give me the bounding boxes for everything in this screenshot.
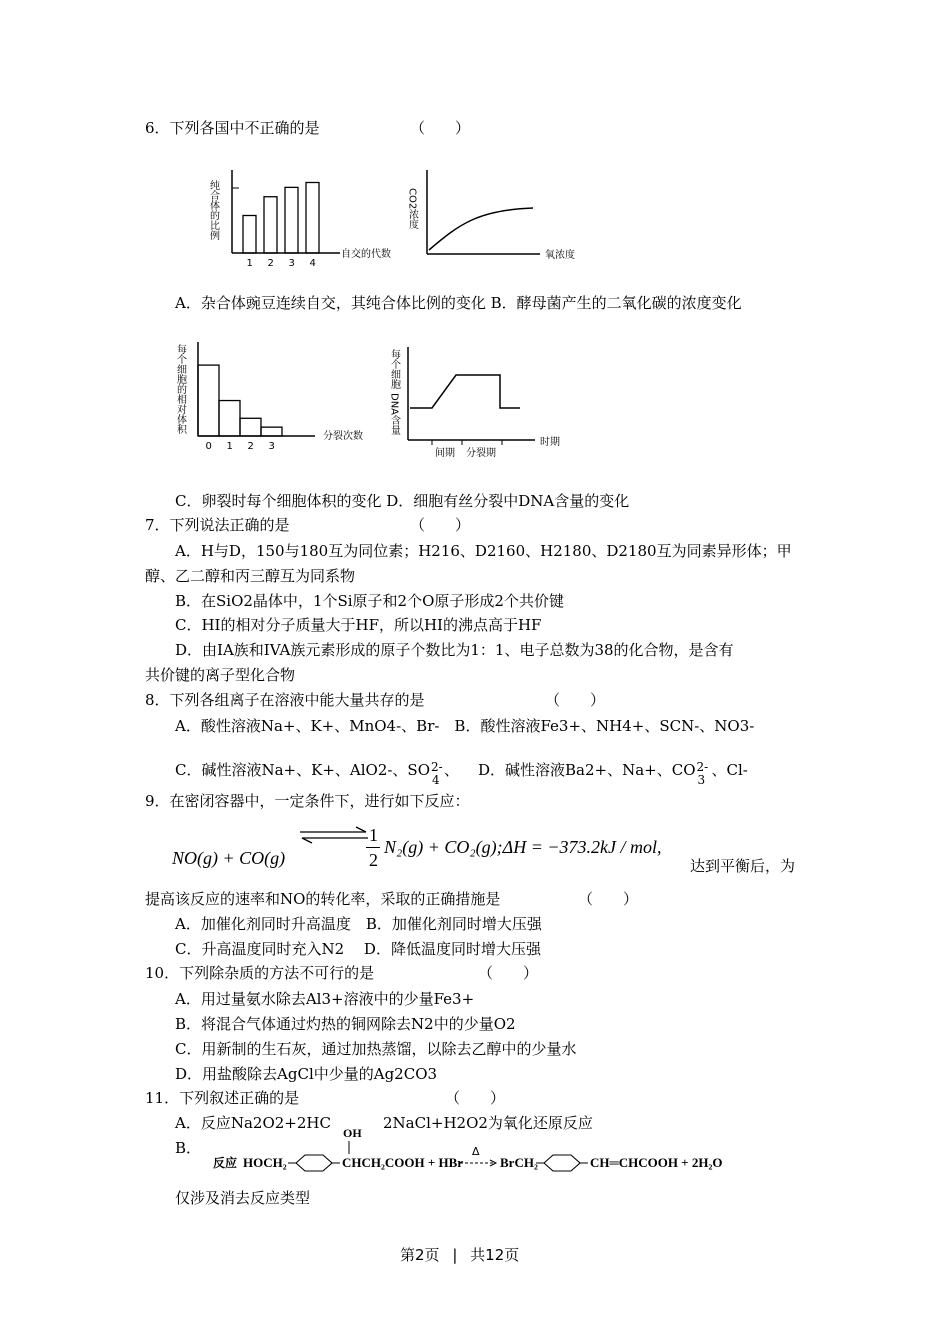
equilibrium-arrow <box>298 826 370 844</box>
q8-c-sup: 2- <box>431 760 443 774</box>
q9-frac-den: 2 <box>369 850 378 870</box>
eq-oh: OH <box>343 1126 362 1140</box>
q8-d-sup: 2- <box>696 760 709 774</box>
q8-c-post: 、 <box>444 761 460 779</box>
q7-option-d-line2: 共价键的离子型化合物 <box>145 666 296 684</box>
q9-line2: 提高该反应的速率和NO的转化率，采取的正确措施是 <box>145 890 501 908</box>
q7-option-a-line2: 醇、乙二醇和丙三醇互为同系物 <box>145 567 356 585</box>
chart-a <box>205 168 405 268</box>
q6-options-ab: A．杂合体豌豆连续自交，其纯合体比例的变化 B．酵母菌产生的二氧化碳的浓度变化 <box>175 294 742 312</box>
q7-option-b: B．在SiO2晶体中，1个Si原子和2个O原子形成2个共价键 <box>175 592 564 610</box>
tick-0: 0 <box>205 441 212 452</box>
q8-d-sub: 3 <box>697 773 706 787</box>
chart-c <box>175 340 365 460</box>
chart-b <box>405 168 575 268</box>
q6-options-cd: C．卵裂时每个细胞体积的变化 D．细胞有丝分裂中DNA含量的变化 <box>175 492 630 510</box>
q10-option-b: B．将混合气体通过灼热的铜网除去N2中的少量O2 <box>175 1015 516 1033</box>
q8-stem: 8．下列各组离子在溶液中能大量共存的是 <box>145 691 425 709</box>
q9-frac-num: 1 <box>369 825 378 845</box>
q6-stem: 6．下列各国中不正确的是 <box>145 119 320 137</box>
chart-c-ylabel: 每个细胞的相对体积 <box>174 344 186 434</box>
q9-rhs: N₂(g) + CO₂(g);ΔH = −373.2kJ / mol, <box>384 837 662 857</box>
q10-option-c: C．用新制的生石灰，通过加热蒸馏，以除去乙醇中的少量水 <box>175 1040 577 1058</box>
q9-paren: （ ） <box>578 890 639 908</box>
eq-left-group: HOCH₂ <box>243 1155 287 1170</box>
q11-option-a-pre: A．反应Na2O2+2HC <box>175 1114 331 1132</box>
q11-option-a-post: 2NaCl+H2O2为氧化还原反应 <box>383 1114 593 1132</box>
chart-d-ylabel-top: 每个细胞 <box>388 349 400 389</box>
q9-options-cd: C．升高温度同时充入N2 D．降低温度同时增大压强 <box>175 940 541 958</box>
q9-options-ab: A．加催化剂同时升高温度 B．加催化剂同时增大压强 <box>175 915 542 933</box>
q6-paren: （ ） <box>410 119 471 137</box>
chart-b-ylabel: CO2浓度 <box>406 188 418 230</box>
q8-d-post: 、Cl- <box>711 761 748 779</box>
q8-paren: （ ） <box>545 691 606 709</box>
q7-stem: 7．下列说法正确的是 <box>145 516 290 534</box>
q8-d-text: D．碱性溶液Ba2+、Na+、CO <box>478 761 696 779</box>
chart-d-xlabel: 时期 <box>540 437 560 448</box>
q10-option-a: A．用过量氨水除去Al3+溶液中的少量Fe3+ <box>175 990 475 1008</box>
footer-separator: | <box>452 1246 458 1264</box>
tick-1: 1 <box>246 258 253 269</box>
q11-stem: 11．下列叙述正确的是 <box>145 1089 300 1107</box>
q9-stem: 9．在密闭容器中，一定条件下，进行如下反应： <box>145 792 470 810</box>
q10-option-d: D．用盐酸除去AgCl中少量的Ag2CO3 <box>175 1065 438 1083</box>
bar-1 <box>243 216 256 254</box>
q9-frac-bar <box>366 847 380 848</box>
tick-4: 4 <box>309 258 316 269</box>
eq-middle: CHCH₂COOH + HBr <box>342 1155 464 1170</box>
chart-d-tick-mitosis: 分裂期 <box>466 448 496 459</box>
tick-3: 3 <box>288 258 295 269</box>
eq-delta: Δ <box>472 1145 480 1158</box>
bar-2 <box>240 418 261 436</box>
q8-option-c <box>175 760 460 787</box>
q8-option-d <box>478 760 748 787</box>
q11-tail: 仅涉及消去反应类型 <box>175 1189 311 1207</box>
q9-lhs: NO(g) + CO(g) <box>172 848 286 868</box>
q8-c-sub: 4 <box>432 773 440 787</box>
q8-c-text: C．碱性溶液Na+、K+、AlO2-、SO <box>175 761 431 779</box>
q11-paren: （ ） <box>445 1089 506 1107</box>
chart-d-ylabel-bottom: DNA含量 <box>388 393 400 436</box>
footer-page: 第2页 <box>400 1246 440 1264</box>
tick-3: 3 <box>268 441 275 452</box>
bar-2 <box>264 197 277 253</box>
tick-1: 1 <box>226 441 233 452</box>
q11-reaction-equation <box>210 1122 723 1176</box>
bar-3 <box>285 187 298 253</box>
chart-a-ylabel: 纯合体的比例 <box>207 180 219 240</box>
benzene-ring-right <box>544 1155 580 1171</box>
q10-stem: 10．下列除杂质的方法不可行的是 <box>145 964 375 982</box>
chart-c-xlabel: 分裂次数 <box>323 431 363 442</box>
bar-3 <box>261 427 282 436</box>
bar-0 <box>198 365 219 436</box>
benzene-ring-left <box>296 1155 332 1171</box>
q7-option-c: C．HI的相对分子质量大于HF，所以HI的沸点高于HF <box>175 616 542 634</box>
q8-options-ab: A．酸性溶液Na+、K+、MnO4-、Br- B．酸性溶液Fe3+、NH4+、SCN-、NO3- <box>175 717 755 735</box>
eq-right-tail: CH═CHCOOH + 2H₂O <box>590 1155 723 1170</box>
chart-d <box>390 345 570 465</box>
tick-2: 2 <box>247 441 254 452</box>
eq-prefix: 反应 <box>213 1156 238 1170</box>
co2-curve <box>429 208 533 250</box>
dna-curve <box>410 375 520 408</box>
bar-1 <box>219 401 240 436</box>
eq-right-group: BrCH₂ <box>500 1155 538 1170</box>
tick-2: 2 <box>267 258 274 269</box>
chart-b-xlabel: 氧浓度 <box>545 250 575 261</box>
page-footer <box>400 1245 519 1265</box>
chart-a-xlabel: 自交的代数 <box>341 249 391 260</box>
q7-paren: （ ） <box>410 516 471 534</box>
chart-d-tick-interphase: 间期 <box>435 448 455 459</box>
bar-4 <box>306 183 319 254</box>
q7-option-a-line1: A．H与D，150与180互为同位素；H216、D2160、H2180、D2180互为同素异形体；甲 <box>175 542 792 560</box>
q7-option-d-line1: D．由IA族和IVA族元素形成的原子个数比为1：1、电子总数为38的化合物，是含有 <box>175 641 734 659</box>
q11-option-b-label: B． <box>175 1139 202 1157</box>
q9-tail: 达到平衡后，为 <box>690 857 796 875</box>
q10-paren: （ ） <box>478 964 539 982</box>
footer-total: 共12页 <box>470 1246 520 1264</box>
